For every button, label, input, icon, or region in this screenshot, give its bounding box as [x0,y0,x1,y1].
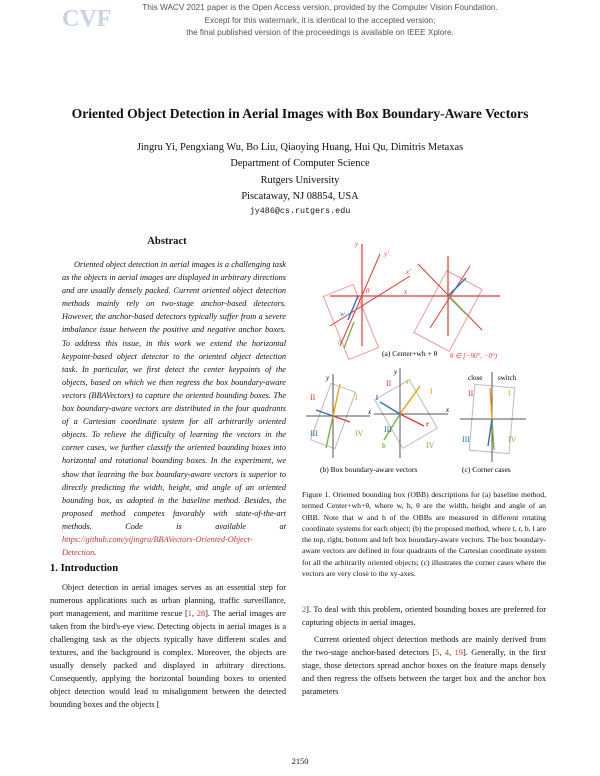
b2-quadrant-2: II [386,379,392,388]
code-link[interactable]: https://github.com/yijingru/BBAVectors-Oriented-Object-Detection [62,534,253,558]
introduction-heading: 1. Introduction [50,563,119,574]
paper-title: Oriented Object Detection in Aerial Images with Box Boundary-Aware Vectors [71,106,529,121]
citation[interactable]: 1 [187,609,192,618]
intro-p1-a: Object detection in aerial images serves as an essential step for numerous applications such as urban planning, traffic surveillance, port management, and maritime rescue [ [50,583,286,618]
subcaption-b: (b) Box boundary-aware vectors [320,465,418,474]
figure-caption: Figure 1. Oriented bounding box (OBB) descriptions for (a) baseline method, termed Center+wh+θ, where w, h, θ are the width, height and angle of an OBB. Note that w and h of the OBBs are measured in different rotating coordinate systems for each object; (b) the proposed method, where t, r, b, l are the top, right, bottom and left box boundary-aware vectors. The box boundary-aware vectors are defined in four quadrants of the Cartesian coordinate system for all the arbitrarily oriented objects; (c) illustrates the corner cases where the vectors are very close to the xy-axes. [302,490,546,579]
abstract-text: Oriented object detection in aerial images is a challenging task as the objects in aerial images are displayed in arbitrary directions and are usually densely packed. Current oriented object detection methods mainly rely on two-stage anchor-based detectors. However, the anchor-based detectors typically suffer from a severe imbalance issue between the positive and negative anchor boxes. To address this issue, in this work we extend the horizontal keypoint-based object detector to the oriented object detection task. In particular, we first detect the center keypoints of the objects, based on which we then regress the box boundary-aware vectors (BBAVectors) to capture the oriented bounding boxes. The box boundary-aware vectors are distributed in the four quadrants of a Cartesian coordinate system for all arbitrarily oriented objects. To relieve the difficulty of learning the vectors in the corner cases, we further classify the oriented bounding boxes into horizontal and rotational bounding boxes. In the experiment, we show that learning the box boundary-aware vectors is superior to directly predicting the width, height, and angle of an oriented bounding box, as adopted in the baseline method. Besides, the proposed method competes favorably with state-of-the-art methods. Code is available at [62,260,286,531]
theta-range: θ ∈ [−90°, −0°) [450,352,498,360]
fig-a-right [410,256,500,360]
label-w: w [340,310,345,318]
intro-p1-cont [302,603,546,629]
b2-quadrant-3: III [384,425,392,434]
b1-vector-r [333,416,350,422]
b2-label-x: x [446,406,450,414]
intro-p2-d: ]. Generally, in the first stage, those detectors spread anchor boxes on the feature maps densely and then regress the offsets between the target box and the anchor box parameters [302,648,546,696]
cvf-logo [62,4,112,32]
b2-quadrant-4: IV [426,441,435,450]
affiliation-address: Piscataway, NJ 08854, USA [241,190,359,202]
cvf-logo-text: CVF [62,6,112,32]
b2-quadrant-1: I [430,387,433,396]
intro-sep: , [439,648,445,657]
c-quadrant-3: III [462,435,470,444]
b1-quadrant-3: III [310,429,318,438]
author-email: jy486@cs.rutgers.edu [249,206,351,216]
b2-label-b: b [382,442,386,450]
fig-c [460,372,526,462]
fig-a-left [323,240,411,360]
c-label-switch: switch [498,374,517,382]
abstract-end: . [94,548,97,558]
b2-vector-t [400,386,420,414]
author-block [0,140,600,205]
citation[interactable]: 28 [196,609,206,618]
label-y-prime: y' [384,250,389,258]
b1-label-x: x [368,408,372,416]
b1-quadrant-2: II [310,393,316,402]
b1-quadrant-4: IV [355,429,364,438]
c-vector-l [488,419,492,446]
citation[interactable]: 5 [435,648,440,657]
page-number: 2150 [291,757,309,766]
b1-vector-b [326,416,333,448]
intro-p1-d: ]. To deal with this problem, oriented bounding boxes are preferred for capturing objects in aerial images. [302,605,546,627]
intro-right-column [302,603,546,702]
c-label-close: close [468,374,483,382]
citation[interactable]: 4 [444,648,450,657]
label-y: y [355,240,359,248]
affiliation-univ: Rutgers University [260,174,340,186]
label-x-prime: x' [406,268,411,276]
b2-vector-r [400,414,424,426]
c-quadrant-4: IV [508,435,517,444]
b1-label-y: y [326,374,330,382]
watermark-line-2: Except for this watermark, it is identical to the accepted version; [204,15,436,25]
b1-quadrant-1: I [355,393,358,402]
citation[interactable]: 19 [454,648,463,657]
subcaption-c: (c) Corner cases [462,465,511,474]
label-x: x [404,288,408,296]
intro-left-column [50,581,286,711]
x-prime-axis [330,276,410,326]
b2-label-r: r [426,420,430,428]
affiliation-dept: Department of Computer Science [230,158,370,170]
abstract-body [62,258,286,559]
subcaption-a: (a) Center+wh + θ [382,349,438,358]
open-access-watermark [120,2,520,40]
watermark-line-1: This WACV 2021 paper is the Open Access version, provided by the Computer Vision Foundation. [142,3,498,12]
h-vector-2 [448,296,466,314]
abstract-heading: Abstract [147,236,187,247]
c-quadrant-2: II [468,389,474,398]
b1-vector-l [316,410,333,416]
b2-label-t: t [406,378,409,386]
b2-vector-l [380,402,400,414]
b1-vector-t [333,384,340,416]
label-theta: θ [366,287,370,295]
author-list: Jingru Yi, Pengxiang Wu, Bo Liu, Qiaoying Huang, Hui Qu, Dimitris Metaxas [136,142,464,153]
b2-label-y: y [394,368,398,376]
fig-b-left [306,374,372,458]
w-vector-2 [448,278,466,296]
c-quadrant-1: I [508,389,511,398]
intro-p1-c: ]. The aerial images are taken from the bird's-eye view. Detecting objects in aerial images is a challenging task as the objects typically have different scales and textures, and the background is complex. Moreover, the objects are usually densely packed and displayed in arbitrary directions. Consequently, applying the horizontal bounding boxes to oriented object detection would lead to misalignment between the detected bounding boxes and the objects [ [50,609,286,709]
citation[interactable]: 2 [302,605,307,614]
intro-p2 [302,633,546,698]
label-h: h [338,338,342,346]
watermark-line-3: the final published version of the proceedings is available on IEEE Xplore. [186,28,454,37]
b2-label-l: l [376,394,378,402]
fig-b-right [374,368,450,458]
intro-sep: , [191,609,197,618]
diag-axis-3 [430,266,470,328]
intro-p2-a: Current oriented object detection methods are mainly derived from the two-stage anchor-based detectors [ [302,635,546,657]
intro-sep: , [449,648,455,657]
y-prime-axis [340,254,380,346]
figure-1 [300,236,548,486]
